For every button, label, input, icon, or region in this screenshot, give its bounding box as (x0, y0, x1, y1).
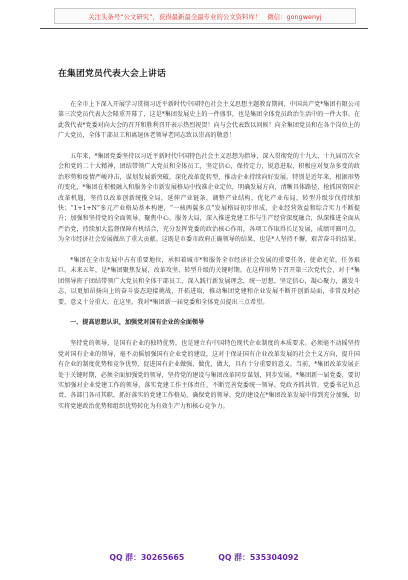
footer-qq-group-2: QQ 群：535304092 (218, 553, 299, 562)
document-title: 在集团党员代表大会上讲话 (58, 69, 166, 79)
document-body (58, 100, 360, 412)
header-divider (40, 28, 368, 29)
top-banner (54, 8, 356, 24)
banner-text-promo: 关注头条号“公文研究”，获得最新最全最专业的公文资料库！ (88, 13, 262, 21)
paragraph-outlook: *集团在全市发展中占有重要地位，承担着城市*和服务全市经济社会发展的重要任务，使命光荣，任务艰巨。未来五年，是*集团聚焦发展，改革攻坚、转型升级的关键时期。在这样形势下召开第三次党代会，对于*集团领导班子团结带领广大党员和全体干部员工，深入践行新发展理念，统一思想、坚定信心，凝心聚力，激发斗志，以更加昂扬向上的奋斗姿态迎接挑战，开拓进取，推动集团党建和企业发展不断开创新局面，非常及时必要，意义十分重大。在这里，我对*集团新一届党委和全体党员提出三点希望。 (58, 257, 360, 306)
paragraph-section-1: 坚持党的领导，是国有企业的独特优势，也是建立有中国特色现代企业制度的本质要求。必须毫不动摇坚持党对国有企业的领导，毫不动摇加强国有企业党的建设，这对于保证国有企业改革发展的社会主义方向，提升国有企业的制度优势和竞争优势，促进国有企业做强、做优、做大，具有十分重要的意义。当前，*集团改革发展正处于关键时期，必须全面加强党的领导，坚持党的建设与集团改革同步谋划、同步发展。*集团新一届党委，要切实加强对企业党建工作的领导，落实党建工作主体责任，不断完善党委统一领导、党政齐抓共管、党委书记负总责、各部门各司其职、抓好落实的党建工作格局，确保党的领导、党的建设在*集团改革发展中得到充分加强，切实将党建政治优势和组织优势转化为有效生产力和核心竞争力。 (58, 340, 360, 410)
paragraph-opening: 在全市上下深入开展学习贯彻习近平新时代中国特色社会主义思想主题教育期间，中国共产党*集团有限公司第三次党员代表大会隆重开幕了，这是*集团发展史上的一件盛事，也是集团全体党员政治生活中的一件大事。在此我代表*党委对向大会的召开和胜利召开表示热烈祝贺！向与会代表致以问候！向全集团党员和在各个岗位上的广大党员，全体干部员工和离退休老领导老同志致以崇高的敬意！ (58, 101, 360, 140)
footer (0, 552, 408, 566)
section-heading-1: 一、提高思想认识，加强党对国有企业的全面领导 (70, 319, 205, 327)
paragraph-review: 五年来，*集团党委坚持以习近平新时代中国特色社会主义思想为指导，深入贯彻党的十九大、十九届历次全会和党的二十大精神，团结带领广大党员和全体员工，坚定信心，保持定力，锐意进取，积极应对复杂多变的政治形势和疫情严峻冲击，谋划发展新突破，深化改革促转型，推动企业持续向好发展。特别是近年来，根据形势的变化，*集团在积极融入和服务全市新发展格局中找准企业定位，明确发展方向，清晰具体路径，抢抓国资国企改革机遇，坚持以改革创新统揽全局，延伸产业链条，调整产业结构，优化产业布局，转型升级步伐持续加快；“1+1+N”多元产业格局基本构建，“一核两翼多点”发展格局初步形成，企业经营效益和综合实力不断提升；加强和坚持党的全面领导，聚焦中心、服务大局，深入推进党建工作与生产经营深度融合，纵深推进全面从严治党，持续加大监督保障有机结合，充分发挥党委的政治核心作用，各项工作取得长足发展，成绩可圈可点，为全市经济社会发展做出了重大贡献。这既是市委市政府正确领导的结果，也是*人坚持不懈、艰苦奋斗的结果。 (58, 153, 360, 244)
footer-qq-group-1: QQ 群：30265665 (109, 553, 185, 562)
banner-text-wechat: 微信：gongwenyj (267, 13, 322, 21)
